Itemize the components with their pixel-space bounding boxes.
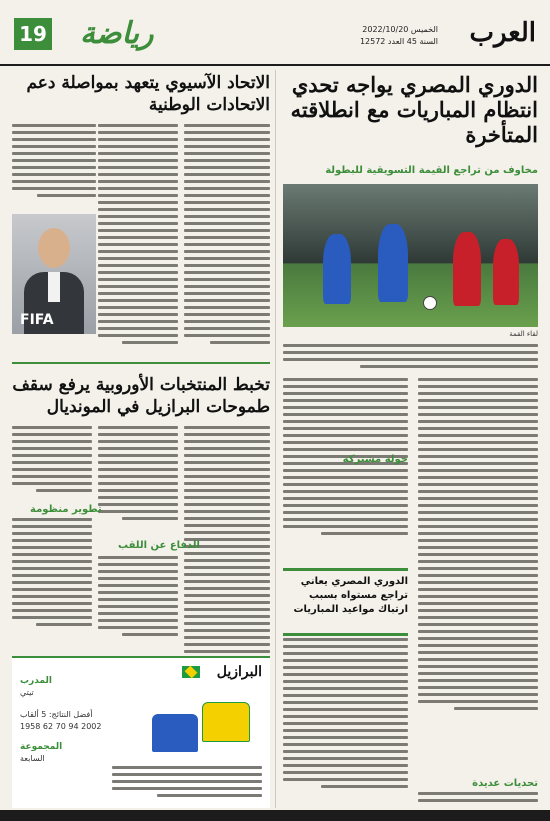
- page-number: 19: [14, 18, 52, 50]
- brazil-flag-icon: [182, 666, 200, 678]
- brazil-info-box: [12, 656, 270, 808]
- group-value: السابعة: [20, 754, 45, 763]
- europe-subhead-development: تطوير منظومة: [30, 504, 102, 515]
- main-body-col1-end: [418, 792, 538, 806]
- asia-body-col3: [12, 124, 96, 201]
- match-photo: [283, 184, 538, 327]
- box-title: البرازيل: [216, 664, 262, 680]
- europe-body-col2-end: [98, 556, 178, 640]
- issue-line: السنة 45 العدد 12572: [359, 37, 438, 46]
- title-years: 2002 94 70 62 1958: [20, 722, 102, 731]
- asia-body-col1: [184, 124, 270, 348]
- box-body: [112, 766, 262, 801]
- shirt: [48, 272, 60, 302]
- player-red: [453, 232, 481, 306]
- europe-body-col3: [12, 426, 92, 496]
- main-subheadline: مخاوف من تراجع القيمة التسويقية للبطولة: [325, 165, 538, 176]
- issue-info: [360, 24, 438, 48]
- main-headline: الدوري المصري يواجه تحدي انتظام المباريات مع انطلاقته المتأخرة: [290, 72, 538, 147]
- europe-body-col2: [98, 426, 178, 524]
- story-divider: [12, 362, 270, 364]
- page-footer-bar: [0, 810, 550, 821]
- fifa-logo: FIFA: [20, 312, 54, 328]
- away-shirt-icon: [152, 714, 198, 752]
- column-divider: [275, 70, 276, 808]
- asia-body-col2: [98, 124, 178, 348]
- europe-body-col3-end: [12, 518, 92, 630]
- home-shirt-icon: [202, 702, 250, 742]
- photo-caption: لقاء القمة: [509, 330, 538, 338]
- group-label: المجموعة: [20, 742, 63, 752]
- europe-headline: تخبط المنتخبات الأوروبية يرفع سقف طموحات البرازيل في المونديال: [12, 375, 270, 417]
- europe-subhead-title-defense: الدفاع عن اللقب: [118, 540, 200, 551]
- coach-label: المدرب: [20, 676, 52, 686]
- section-title: رياضة: [80, 16, 154, 51]
- main-body-col1: [418, 378, 538, 714]
- main-body-intro: [283, 344, 538, 372]
- newspaper-logo: العرب: [469, 18, 536, 48]
- main-subhead-challenges: تحديات عديدة: [472, 778, 538, 789]
- best-results: أفضل النتائج: 5 ألقاب: [20, 710, 93, 719]
- date-line: الخميس 2022/10/20: [362, 25, 438, 34]
- ball: [423, 296, 437, 310]
- main-subhead-joint-round: جولة مشتركة: [342, 454, 408, 465]
- player-blue: [323, 234, 351, 304]
- coach-name: تيتي: [20, 688, 34, 697]
- masthead: [0, 0, 550, 66]
- face: [38, 228, 70, 268]
- player-blue: [378, 224, 408, 302]
- asia-headline: الاتحاد الآسيوي يتعهد بمواصلة دعم الاتحادات الوطنية: [26, 73, 270, 115]
- main-body-col2-end: [283, 638, 408, 792]
- pull-quote: الدوري المصري يعاني تراجع مستواه بسبب ارتباك مواعيد المباريات: [283, 568, 408, 636]
- player-red: [493, 239, 519, 305]
